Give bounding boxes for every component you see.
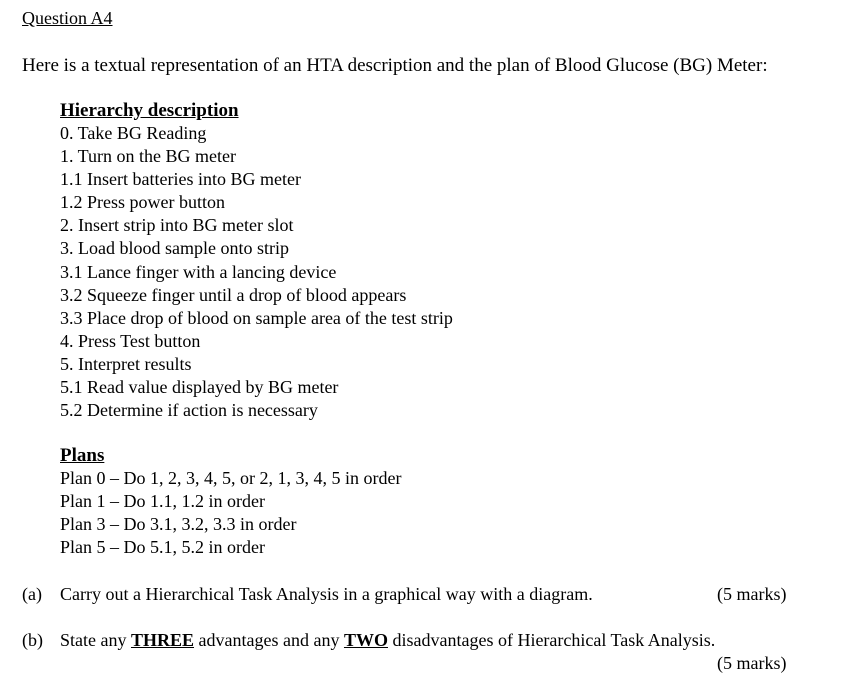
plan-item: Plan 1 – Do 1.1, 1.2 in order bbox=[60, 491, 265, 512]
hierarchy-title: Hierarchy description bbox=[60, 100, 239, 121]
part-a bbox=[22, 584, 593, 605]
plan-item: Plan 5 – Do 5.1, 5.2 in order bbox=[60, 537, 265, 558]
hierarchy-item: 0. Take BG Reading bbox=[60, 123, 207, 143]
hierarchy-item: 3.2 Squeeze finger until a drop of blood appears bbox=[60, 284, 407, 305]
hierarchy-item: 5. Interpret results bbox=[60, 353, 192, 374]
part-b-marks: (5 marks) bbox=[717, 653, 787, 673]
part-b-label: (b) bbox=[22, 630, 43, 650]
plan-item: Plan 3 – Do 3.1, 3.2, 3.3 in order bbox=[60, 514, 297, 535]
plan-item: Plan 0 – Do 1, 2, 3, 4, 5, or 2, 1, 3, 4, 5 in order bbox=[60, 468, 402, 488]
plans-title: Plans bbox=[60, 445, 105, 466]
hierarchy-item: 5.1 Read value displayed by BG meter bbox=[60, 377, 339, 398]
hierarchy-item: 5.2 Determine if action is necessary bbox=[60, 400, 318, 421]
hierarchy-item: 3.3 Place drop of blood on sample area of the test strip bbox=[60, 307, 453, 328]
plans-list bbox=[60, 467, 401, 559]
part-b-text-3: disadvantages of Hierarchical Task Analysis. bbox=[387, 630, 716, 650]
part-b-emph-two: TWO bbox=[343, 630, 388, 650]
part-b-text-2: advantages and any bbox=[194, 630, 344, 650]
question-title: Question A4 bbox=[22, 8, 113, 28]
hierarchy-item: 2. Insert strip into BG meter slot bbox=[60, 215, 294, 236]
hierarchy-item: 3. Load blood sample onto strip bbox=[60, 238, 289, 259]
hierarchy-item: 3.1 Lance finger with a lancing device bbox=[60, 261, 337, 282]
intro-text: Here is a textual representation of an HTA description and the plan of Blood Glucose (BG) Meter: bbox=[22, 55, 768, 76]
part-a-text: Carry out a Hierarchical Task Analysis in a graphical way with a diagram. bbox=[60, 584, 593, 604]
hierarchy-list bbox=[60, 122, 453, 422]
part-b-text-1: State any bbox=[60, 630, 131, 650]
part-b bbox=[22, 630, 715, 651]
hierarchy-item: 4. Press Test button bbox=[60, 330, 201, 351]
part-a-marks: (5 marks) bbox=[717, 584, 787, 604]
hierarchy-item: 1.2 Press power button bbox=[60, 192, 225, 213]
hierarchy-item: 1.1 Insert batteries into BG meter bbox=[60, 169, 301, 190]
part-a-label: (a) bbox=[22, 584, 42, 604]
part-b-emph-three: THREE bbox=[130, 630, 195, 650]
hierarchy-item: 1. Turn on the BG meter bbox=[60, 146, 237, 167]
